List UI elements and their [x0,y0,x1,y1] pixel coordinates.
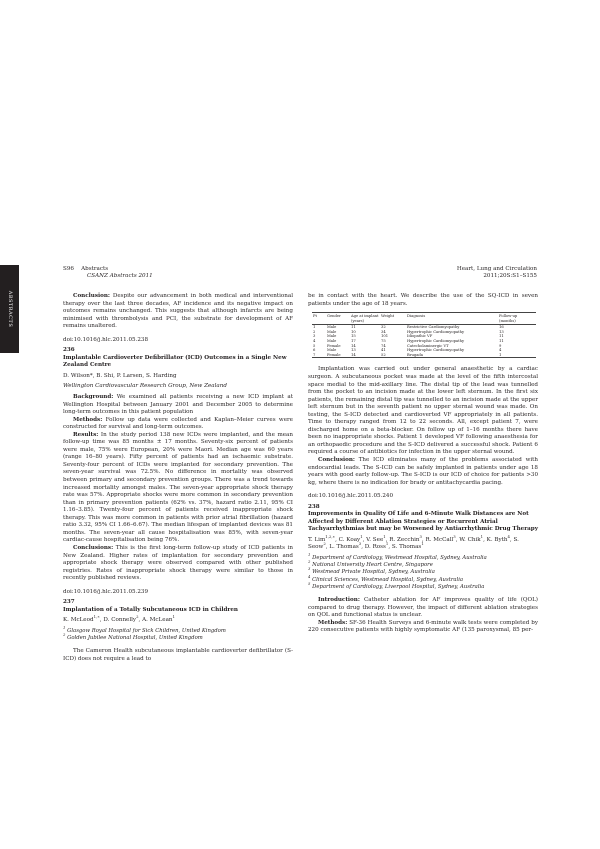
left-column [63,293,293,663]
abstract-body-continued: be in contact with the heart. We describe the use of the SQ-ICD in seven patients under the age of 18 years. [308,293,538,307]
abstract-methods: Methods: SF-36 Health Surveys and 6-minute walk tests were completed by 220 consecutive patients with highly symptomatic AF (135 paroxysmal, 85 per- [308,619,538,634]
abstract-methods: Methods: Follow up data were collected and Kaplan–Meier curves were constructed for survival and long-term outcomes. [63,416,293,431]
table-row: 1 Male 11 32 Restrictive Cardiomyopathy 16 [313,325,504,330]
patient-table [312,312,536,358]
abstract-introduction: Introduction: Catheter ablation for AF improves quality of life (QOL) compared to drug therapy. However, the impact of different ablation strategies on QOL and functional status is unclear. [308,597,538,619]
abstract-conclusions: Conclusions: This is the first long-term follow-up study of ICD patients in New Zealand. Higher rates of implantation for secondary prevention and appropriate shock therapy were observed compared with other published registries. Rates of inappropriate shock therapy were similar to those in recently published reviews. [63,544,293,582]
abstract-affiliation: $^2$ National University Heart Centre, Singapore [308,559,433,569]
running-header-left [63,266,153,280]
table-row: 4 Male 17 75 Hypertrophic Cardiomyopathy 11 [313,339,504,344]
abstract-affiliation: Wellington Cardiovascular Research Group, New Zealand [63,383,227,390]
abstract-background: Background: We examined all patients receiving a new ICD implant at Wellington Hospital between January 2001 and December 2005 to determine long-term outcomes in this patient population [63,394,293,416]
doi-240: doi:10.1016/j.hlc.2011.05.240 [308,493,394,500]
abstract-number: 237 [63,599,75,606]
doi-238: doi:10.1016/j.hlc.2011.05.238 [63,336,149,343]
abstract-affiliation: $^3$ Westmead Private Hospital, Sydney, Australia [308,566,435,576]
abstract-affiliation: $^5$ Department of Cardiology, Liverpool Hospital, Sydney, Australia [308,581,485,590]
table-row: 2 Male 10 34 Hypertrophic Cardiomyopathy 13 [313,329,504,334]
table-row: 7 Female 14 52 Brugada 1 [312,353,536,358]
right-column [308,293,538,635]
page-number: S96 [63,266,74,272]
section-tab [0,265,19,353]
table-header: Diagnosis [406,313,498,325]
table-header-row [312,313,536,325]
abstract-body: The Cameron Health subcutaneous implantable cardioverter defibrillator (S-ICD) does not require a lead to [63,648,293,662]
table-header: Pt [312,313,326,325]
table-header: Follow-up (months) [498,313,536,325]
table-row: 3 Male 15 101 Idiopathic VF 11 [313,334,504,339]
table-row: 6 Male 13 41 Hypertrophic Cardiomyopathy 4 [313,348,502,353]
abstract-authors: D. Wilson*, B. Shi, P. Larsen, S. Harding [63,372,177,379]
abstract-authors: T. Lim$^{1,2,∗}$, C. Koay$^1$, V. See$^1$, R. Zecchin$^3$, R. McCall$^3$, W. Chik$^1$, K. Byth$^4$, S. Seow$^2$, L. Thomas$^3$, D. Ross$^1$, S. Thomas$^1$ [308,534,519,551]
abstract-title: Improvements in Quality Of Life and 6-Minute Walk Distances are Not Affected by Different Ablation Strategies or Recurrent Atrial Tachyarrhythmias but may be Worsened by Antiarrhythmic Drug Therapy [308,511,538,533]
section-tab-label: ABSTRACTS [6,290,13,328]
abstract-authors: K. McLeod$^{1,∗}$, D. Connelly$^2$, A. McLean$^1$ [63,614,175,624]
running-header-right [457,266,537,280]
section-title: Abstracts [81,266,109,272]
journal-citation: 2011;20S:S1–S155 [483,273,537,279]
abstract-title: Implantable Cardioverter Defibrillator (ICD) Outcomes in a Single New Zealand Centre [63,354,287,369]
abstract-conclusion: Conclusion: The ICD eliminates many of the problems associated with endocardial leads. The S-ICD can be safely implanted in patients under age 18 years with good early follow-up. The S-ICD is our ICD of choice for patients >30 kg, where there is no indication for brady or antitachycardia pacing. [308,457,538,486]
section-subtitle: CSANZ Abstracts 2011 [87,273,153,279]
prev-conclusion: Conclusion: Despite our advancement in both medical and interventional therapy over the last three decades, AF incidence and its negative impact on outcomes remains unchanged. This suggests that although infarcts are being minimised with thrombolysis and PCI, the substrate for development of AF remains unaltered. [63,293,293,330]
abstract-title: Implantation of a Totally Subcutaneous ICD in Children [63,606,238,613]
abstract-number: 238 [308,503,320,510]
table-header: Gender [326,313,350,325]
abstract-affiliation: $^2$ Golden Jubilee National Hospital, United Kingdom [63,632,203,642]
table-header: Age at implant (years) [350,313,380,325]
journal-title: Heart, Lung and Circulation [456,266,537,272]
table-row: 5 Female 14 74 Catecholaminergic VT 9 [313,343,502,348]
abstract-number: 236 [63,347,75,354]
abstract-affiliation: $^1$ Department of Cardiology, Westmead Hospital, Sydney, Australia [308,552,487,562]
table-header: Weight [380,313,406,325]
abstract-affiliation: $^1$ Glasgow Royal Hospital for Sick Children, United Kingdom [63,625,226,634]
abstract-results: Results: In the study period 138 new ICDs were implanted, and the mean follow-up time was 85 months ± 17 months. Seventy-six percent of patients were male, 75% were European, 20% were Maori. Median age was 60 years (range 16–80 years). Fifty percent of patients had an ischaemic substrate. Seventy-four percent of ICDs were implanted for secondary prevention. The seven-year survival was 72.5%. No difference in mortality was observed between primary and secondary prevention groups. There was a trend towards increased mortality amongst males. The seven-year appropriate shock therapy rate was 57%. Appropriate shocks were more common in secondary prevention than in primary prevention patients (62% vs. 37%, hazard ratio 2.11, 95% CI 1.16–3.85). Twenty-four percent of patients received inappropriate shock therapy. This was more common in patients with prior atrial fibrillation (hazard ratio 3.32, 95% CI 1.66–6.67). The median lifespan of implanted devices was 81 months. The seven-year all cause hospitalisation was 85%, with seven-year cardiac-cause hospitalisation being 76%. [63,431,293,544]
doi-239: doi:10.1016/j.hlc.2011.05.239 [63,588,149,595]
abstract-affiliation: $^4$ Clinical Sciences, Westmead Hospital, Sydney, Australia [308,573,464,583]
abstract-body: Implantation was carried out under general anaesthetic by a cardiac surgeon. A subcutaneous pocket was made at the level of the fifth intercostal space medial to the mid-axillary line. The distal tip of the lead was tunnelled from the pocket to an incision made at the lower left sternum. In the first six patients, the remaining distal tip was tunnelled to an incision made at the upper left sternum but in the seventh patient no upper sternal wound was made. On testing, the S-ICD detected and cardioverted VF appropriately in all patients. Time to therapy ranged from 12 to 22 seconds. All, except patient 7, were discharged home on a beta-blocker. On follow up of 1–16 months there have been no inappropriate shocks. Patient 1 developed VF following anaesthesia for an orthopaedic procedure and the S-ICD delivered a successful shock. Patient 6 required a course of antibiotics for infection in the upper sternal wound. [308,366,538,456]
